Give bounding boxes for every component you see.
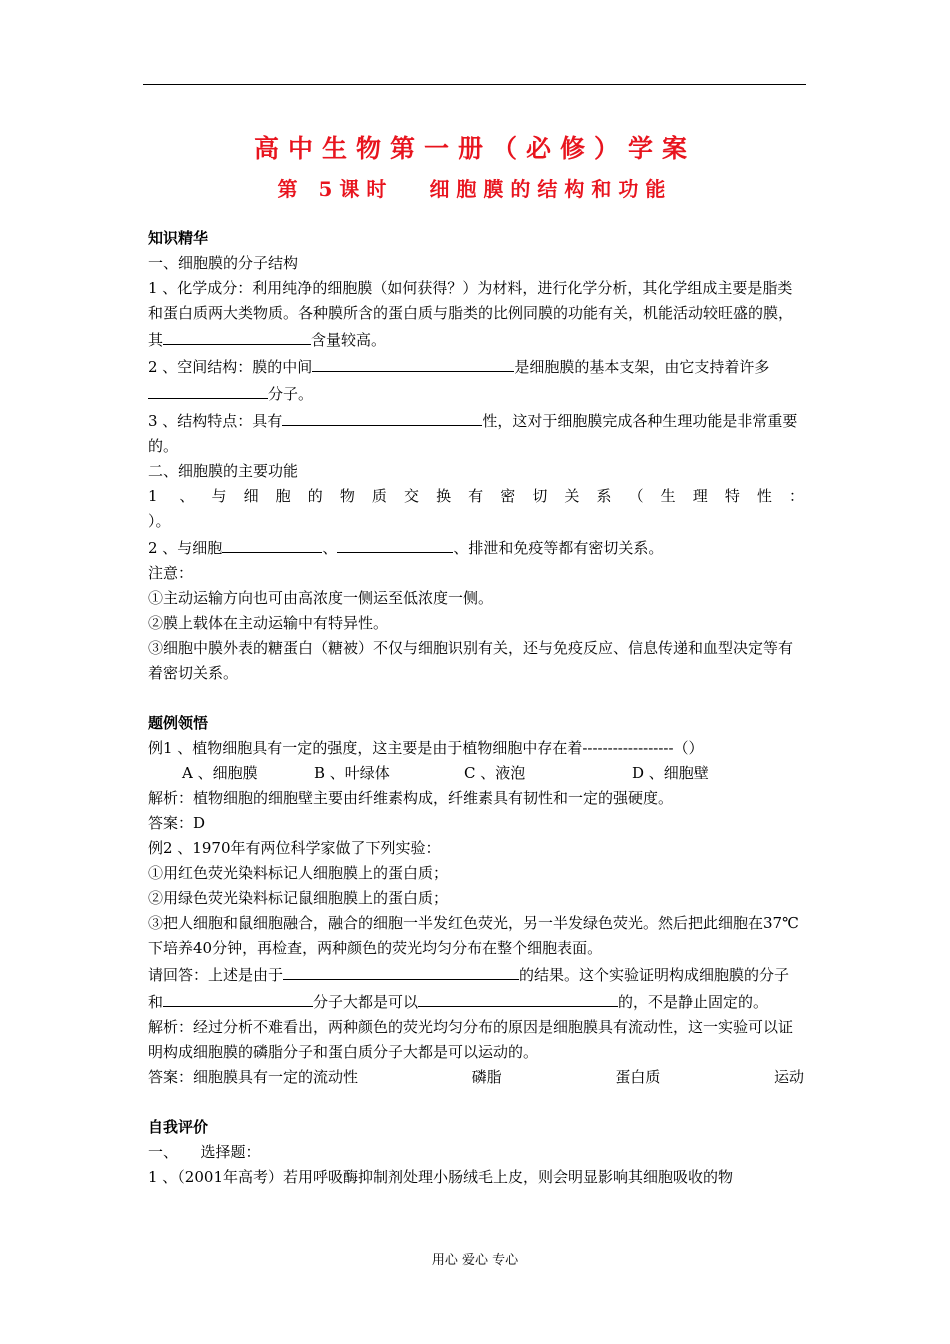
lesson-subtitle xyxy=(0,176,950,202)
fill-blank xyxy=(312,353,514,372)
subheading-main-functions: 二、细胞膜的主要功能 xyxy=(148,462,299,480)
option-c: C 、液泡 xyxy=(464,764,526,782)
document-body xyxy=(148,226,804,1190)
experiment-step: ②用绿色荧光染料标记鼠细胞膜上的蛋白质； xyxy=(148,889,449,907)
subheading-molecular-structure: 一、细胞膜的分子结构 xyxy=(148,254,299,272)
example-1-question: 例1 、植物细胞具有一定的强度，这主要是由于植物细胞中存在着------------------（） xyxy=(148,739,704,757)
paragraph-chemical-composition: 1 、化学成分：利用纯净的细胞膜（如何获得？）为材料，进行化学分析，其化学组成主要是脂类和蛋白质两大类物质。各种膜所含的蛋白质与脂类的比例同膜的功能有关，机能活动较旺盛的膜，其 含量较高。 xyxy=(148,279,794,349)
fill-blank xyxy=(418,988,618,1007)
example-1-answer: 答案：D xyxy=(148,814,206,832)
paragraph-function-2: 2 、与细胞 、 、排泄和免疫等都有密切关系。 xyxy=(148,534,804,561)
section-heading-examples: 题例领悟 xyxy=(148,714,209,732)
paragraph-function-1: 1 、与细胞的物质交换有密切关系（生理特性： xyxy=(148,487,804,505)
fill-blank xyxy=(282,407,482,426)
note-heading: 注意： xyxy=(148,564,194,582)
question-1: 1 、（2001年高考）若用呼吸酶抑制剂处理小肠绒毛上皮，则会明显影响其细胞吸收的物 xyxy=(148,1168,733,1186)
paragraph-structural-feature: 3 、结构特点：具有 性，这对于细胞膜完成各种生理功能是非常重要的。 xyxy=(148,407,804,459)
option-a: A 、细胞膜 xyxy=(182,764,258,782)
lesson-number: 第 5课时 xyxy=(277,177,394,201)
lesson-topic: 细胞膜的结构和功能 xyxy=(429,177,673,201)
example-1-options xyxy=(148,761,804,786)
paragraph-spatial-structure: 2 、空间结构：膜的中间 是细胞膜的基本支架，由它支持着许多分子。 xyxy=(148,353,804,407)
example-2-question: 请回答：上述是由于 的结果。这个实验证明构成细胞膜的分子和 分子大都是可以 的，不是静止固定的。 xyxy=(148,961,804,1015)
section-heading-self-evaluation: 自我评价 xyxy=(148,1118,209,1136)
header-rule xyxy=(143,84,806,85)
note-item: ①主动运输方向也可由高浓度一侧运至低浓度一侧。 xyxy=(148,589,494,607)
fill-blank xyxy=(283,961,519,980)
section-heading-knowledge: 知识精华 xyxy=(148,229,209,247)
example-1-analysis: 解析：植物细胞的细胞壁主要由纤维素构成，纤维素具有韧性和一定的强硬度。 xyxy=(148,789,674,807)
document-title: 高中生物第一册（必修）学案 xyxy=(253,134,696,163)
fill-blank xyxy=(163,988,313,1007)
experiment-step: ③把人细胞和鼠细胞融合，融合的细胞一半发红色荧光，另一半发绿色荧光。然后把此细胞在37℃下培养40分钟，再检查，两种颜色的荧光均匀分布在整个细胞表面。 xyxy=(148,914,799,957)
fill-blank xyxy=(337,534,453,553)
subheading-multiple-choice: 一、 选择题： xyxy=(148,1143,261,1161)
example-2-intro: 例2 、1970年有两位科学家做了下列实验： xyxy=(148,839,441,857)
paragraph-function-1-end: ）。 xyxy=(148,512,171,530)
fill-blank xyxy=(148,380,268,399)
example-2-analysis: 解析：经过分析不难看出，两种颜色的荧光均匀分布的原因是细胞膜具有流动性，这一实验可以证明构成细胞膜的磷脂分子和蛋白质分子大都是可以运动的。 xyxy=(148,1018,794,1061)
page-footer: 用心 爱心 专心 xyxy=(431,1253,519,1268)
fill-blank xyxy=(163,326,311,345)
note-item: ③细胞中膜外表的糖蛋白（糖被）不仅与细胞识别有关，还与免疫反应、信息传递和血型决定等有着密切关系。 xyxy=(148,639,794,682)
option-d: D 、细胞壁 xyxy=(632,764,709,782)
example-2-answer: 答案：细胞膜具有一定的流动性 磷脂 蛋白质 运动 xyxy=(148,1068,804,1086)
experiment-step: ①用红色荧光染料标记人细胞膜上的蛋白质； xyxy=(148,864,449,882)
note-item: ②膜上载体在主动运输中有特异性。 xyxy=(148,614,389,632)
option-b: B 、叶绿体 xyxy=(314,764,390,782)
fill-blank xyxy=(222,534,322,553)
